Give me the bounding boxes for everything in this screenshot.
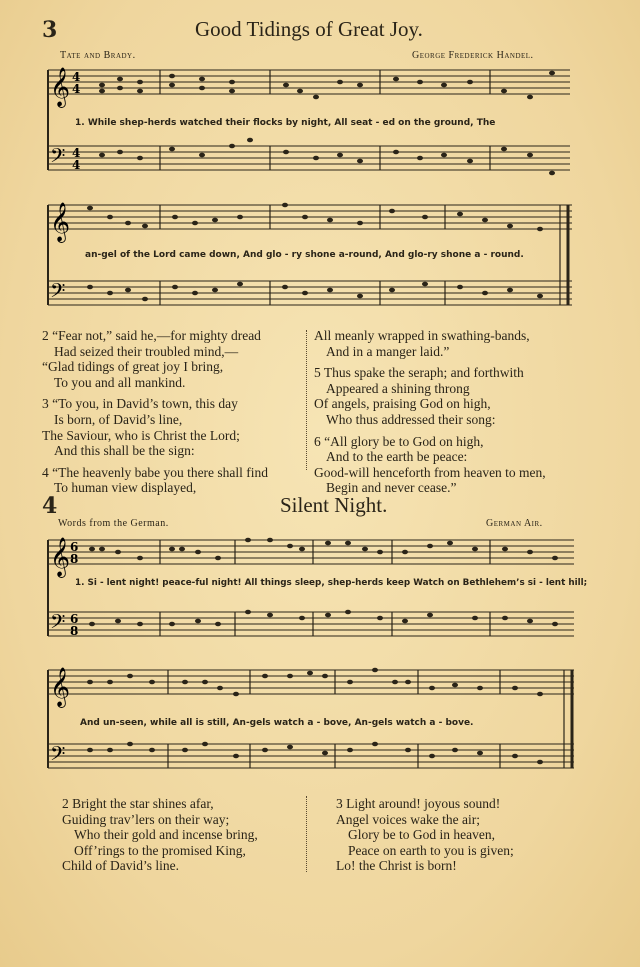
bass-clef-icon: 𝄢 (50, 742, 66, 770)
treble-staff (48, 70, 570, 94)
treble-clef-icon: 𝄞 (50, 202, 71, 242)
stanzas-right: All meanly wrapped in swathing-bands, And in a manger laid.” 5 Thus spake the seraph; and forthwith Appeared a shining throng Of angels, praising God on high, Who thus addressed their song: 6 “All glory be to God on high, And to the earth be peace: Good-will henceforth from heaven to men, Begin and never cease.” (314, 328, 546, 496)
column-divider (306, 330, 307, 470)
svg-text:8: 8 (70, 552, 79, 566)
svg-text:8: 8 (70, 624, 79, 638)
music-system (40, 530, 580, 655)
svg-text:4: 4 (72, 158, 81, 172)
treble-clef-icon: 𝄞 (50, 67, 71, 107)
bass-clef-icon: 𝄢 (50, 144, 66, 172)
treble-clef-icon: 𝄞 (50, 667, 71, 707)
svg-text:4: 4 (72, 146, 81, 160)
hymn-title: Silent Night. (280, 493, 388, 517)
music-credit: George Frederick Handel. (412, 50, 534, 61)
stanzas-left: 2 “Fear not,” said he,—for mighty dread Had seized their troubled mind,— “Glad tidings of great joy I bring, To you and all mankind. 3 “To you, in David’s town, this day Is born, of David’s line, The Saviour, who is Christ the Lord; And this shall be the sign: 4 “The heavenly babe you there shall find To human view displayed, (42, 328, 269, 496)
bass-clef-icon: 𝄢 (50, 279, 66, 307)
bass-staff (48, 146, 570, 170)
hymn-number: 3 (42, 17, 58, 43)
lyrics-line: And un-seen, while all is still, An-gels watch a - bove, An-gels watch a - bove. (80, 718, 474, 728)
hymn-title: Good Tidings of Great Joy. (195, 17, 423, 41)
lyrics-line: an-gel of the Lord came down, And glo - ry shone a-round, And glo-ry shone a - round. (85, 250, 524, 260)
words-credit: Tate and Brady. (60, 50, 136, 61)
lyrics-line: 1. Si - lent night! peace-ful night! All things sleep, shep-herds keep Watch on Bethlehem’s si - lent hill; (75, 578, 588, 588)
music-system (40, 195, 580, 325)
bass-clef-icon: 𝄢 (50, 610, 66, 638)
lyrics-line: 1. While shep-herds watched their flocks by night, All seat - ed on the ground, The (75, 118, 496, 128)
svg-text:4: 4 (72, 82, 81, 96)
svg-text:4: 4 (72, 70, 81, 84)
words-credit: Words from the German. (58, 518, 169, 529)
svg-text:6: 6 (70, 540, 79, 554)
column-divider (306, 796, 307, 872)
svg-text:6: 6 (70, 612, 79, 626)
stanzas-left: 2 Bright the star shines afar, Guiding trav’lers on their way; Who their gold and incense bring, Off’rings to the promised King, Child of David’s line. (62, 796, 258, 874)
treble-clef-icon: 𝄞 (50, 537, 71, 577)
stanzas-right: 3 Light around! joyous sound! Angel voices wake the air; Glory be to God in heaven, Peace on earth to you is given; Lo! the Christ is born! (336, 796, 514, 874)
hymn-number: 4 (42, 493, 58, 519)
music-credit: German Air. (486, 518, 543, 529)
